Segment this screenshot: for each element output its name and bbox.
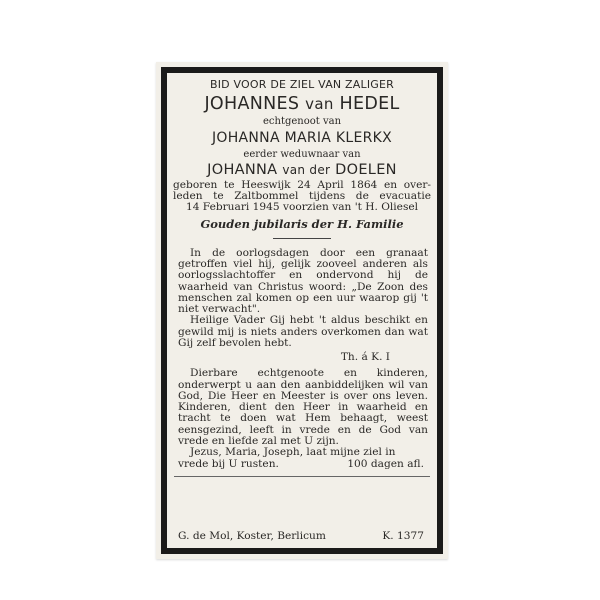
print-number: K. 1377 bbox=[382, 530, 424, 542]
deceased-last-name: HEDEL bbox=[339, 94, 400, 114]
paragraph-text: In de oorlogsdagen door een granaat getroffen viel hij, gelijk zooveel anderen als oorlogsslachtoffer en ondervond hij de waarheid van Christus woord: „De Zoon des menschen zal komen op een uur waarop gij 't niet verwacht". bbox=[178, 246, 428, 316]
deceased-particle: van bbox=[305, 95, 334, 113]
printer-footer bbox=[178, 530, 424, 542]
paragraph-text: Dierbare echtgenoote en kinderen, onderwerpt u aan den aanbiddelijken wil van God, Die Heer en Meester is over ons leven. Kinderen, dient den Heer in waarheid en tracht te doen wat Hem behaagt, weest eensgezind, leeft in vrede en de God van vrede en liefde zal met U zijn. bbox=[178, 367, 428, 448]
former-spouse-label: eerder weduwnaar van bbox=[243, 149, 361, 160]
bio-line: leden te Zaltbommel tijdens de evacuatie bbox=[173, 190, 431, 203]
former-spouse-last-name: DOELEN bbox=[335, 162, 397, 178]
card-content bbox=[170, 72, 434, 549]
indulgence-note: 100 dagen afl. bbox=[347, 457, 424, 470]
spouse-name: JOHANNA MARIA KLERKX bbox=[211, 130, 393, 146]
quote-attribution: Th. á K. I bbox=[340, 351, 390, 364]
former-spouse-particle: van der bbox=[282, 163, 331, 177]
paragraph-family bbox=[178, 368, 428, 470]
prayer-heading: BID VOOR DE ZIEL VAN ZALIGER bbox=[209, 78, 395, 91]
spouse-label: echtgenoot van bbox=[262, 116, 342, 127]
memorial-card bbox=[156, 62, 448, 559]
printer-name: G. de Mol, Koster, Berlicum bbox=[178, 530, 326, 542]
bio-line: geboren te Heeswijk 24 April 1864 en over- bbox=[173, 179, 431, 191]
prayer-last-line bbox=[178, 459, 428, 470]
prayer-line: vrede bij U rusten. bbox=[178, 457, 279, 470]
divider bbox=[273, 238, 331, 239]
bio-line: 14 Februari 1945 voorzien van 't H. Oliesel bbox=[185, 201, 419, 214]
former-spouse-first-name: JOHANNA bbox=[207, 162, 278, 178]
jubilaris-line: Gouden jubilaris der H. Familie bbox=[200, 216, 404, 231]
paragraph-war bbox=[178, 248, 428, 350]
prayer-line: Jezus, Maria, Joseph, laat mijne ziel in bbox=[190, 446, 396, 459]
former-spouse-name bbox=[170, 162, 434, 178]
paragraph-text: Heilige Vader Gij hebt 't aldus beschikt en gewild mij is niets anders overkomen dan wat Gij zelf bevolen hebt. bbox=[178, 314, 428, 349]
deceased-name bbox=[170, 94, 434, 114]
biography bbox=[173, 180, 431, 214]
deceased-first-name: JOHANNES bbox=[204, 94, 300, 114]
footer-divider bbox=[174, 476, 430, 477]
